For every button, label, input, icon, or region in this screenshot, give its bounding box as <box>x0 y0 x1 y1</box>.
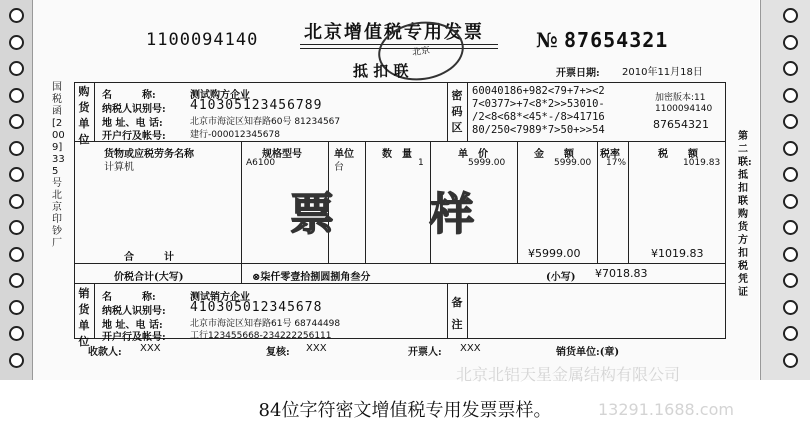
line-total-sep <box>241 263 242 283</box>
stamp-text: 北京 <box>411 45 431 59</box>
sprocket-hole <box>9 114 24 129</box>
sprocket-hole <box>783 353 798 368</box>
drawer-label: 开票人: <box>408 347 442 358</box>
cipher-text <box>472 85 605 137</box>
seller-bank-label: 开户行及帐号: <box>102 332 166 343</box>
cipher-version-number: 87654321 <box>653 118 709 131</box>
buyer-bank-label: 开户行及帐号: <box>102 131 166 142</box>
seller-taxid: 410305012345678 <box>190 300 323 315</box>
sprocket-hole <box>783 194 798 209</box>
issue-date-label: 开票日期: <box>556 68 600 79</box>
sprocket-hole <box>783 141 798 156</box>
line-cipher-label-sep <box>467 82 468 141</box>
total-small-label: (小写) <box>546 272 576 283</box>
right-margin-text: 第二联: 抵扣联 购货方扣税凭证 <box>738 131 752 298</box>
buyer-section-label: 购货单位 <box>78 85 90 146</box>
left-perforated-strip <box>0 0 33 380</box>
sprocket-hole <box>9 326 24 341</box>
buyer-address: 北京市海淀区知春路60号 81234567 <box>190 117 341 127</box>
site-watermark-2: 13291.1688.com <box>598 400 734 419</box>
cipher-line: 60040186+982<79+7+><2 <box>472 85 605 97</box>
remarks-label: 备注 <box>451 296 463 331</box>
cipher-line: 80/250<7989*7>50+>>54 <box>472 124 605 136</box>
drawer-value: XXX <box>460 343 481 354</box>
sprocket-hole <box>9 167 24 182</box>
reviewer-label: 复核: <box>266 347 290 358</box>
number-prefix: № <box>536 28 558 52</box>
line-remarks-left <box>447 283 448 339</box>
buyer-taxid: 410305123456789 <box>190 98 323 113</box>
sprocket-hole <box>783 326 798 341</box>
header-unit: 单位 <box>334 149 354 160</box>
subtotal-tax: ¥1019.83 <box>651 247 704 260</box>
item-price: 5999.00 <box>468 158 506 168</box>
copy-name: 抵 扣 联 <box>353 62 409 80</box>
sprocket-hole <box>783 247 798 262</box>
cipher-section-label: 密码区 <box>451 89 463 134</box>
item-amount: 5999.00 <box>554 158 592 168</box>
buyer-name-label: 名 称: <box>102 90 156 101</box>
site-watermark-1: 北京北铝天星金属结构有限公司 <box>456 365 681 384</box>
line-total-bottom <box>74 283 726 284</box>
header-price: 单 价 <box>458 149 488 160</box>
cipher-version-code: 1100094140 <box>655 104 713 114</box>
item-rate: 17% <box>606 158 627 168</box>
sprocket-hole <box>9 220 24 235</box>
buyer-address-label: 地 址、电 话: <box>102 118 163 129</box>
line-col-rate <box>597 141 598 263</box>
sprocket-hole <box>9 141 24 156</box>
cipher-line: 7<0377>+7<8*2>>53010- <box>472 98 605 110</box>
line-col-tax <box>628 141 629 263</box>
line-remarks-label-sep <box>467 283 468 339</box>
buyer-taxid-label: 纳税人识别号: <box>102 104 166 115</box>
line-buyer-label-sep <box>94 82 95 141</box>
header-spec: 规格型号 <box>262 149 302 160</box>
seller-address: 北京市海淀区知春路61号 68744498 <box>190 319 341 329</box>
payee-value: XXX <box>140 343 161 354</box>
sprocket-hole <box>9 35 24 50</box>
line-seller-label-sep <box>94 283 95 339</box>
header-rate: 税率 <box>600 149 620 160</box>
sprocket-hole <box>783 114 798 129</box>
sprocket-hole <box>9 273 24 288</box>
payee-label: 收款人: <box>88 347 122 358</box>
header-tax: 税 额 <box>658 149 698 160</box>
item-unit: 台 <box>334 162 344 173</box>
item-qty: 1 <box>418 158 424 168</box>
subtotal-amount: ¥5999.00 <box>528 247 581 260</box>
item-spec: A6100 <box>246 158 276 168</box>
seller-bank: 工行123455668-234222256111 <box>190 331 332 341</box>
buyer-bank: 建行-000012345678 <box>190 130 280 140</box>
invoice-title: 北京增值税专用发票 <box>304 22 484 43</box>
header-name: 货物或应税劳务名称 <box>104 149 194 160</box>
header-qty: 数 量 <box>382 149 412 160</box>
sprocket-hole <box>9 247 24 262</box>
total-label: 价税合计(大写) <box>114 272 184 283</box>
line-items-bottom <box>74 263 726 264</box>
issue-date: 2010年11月18日 <box>622 67 703 78</box>
watermark-char-1: 票 <box>290 189 338 240</box>
sprocket-hole <box>9 194 24 209</box>
line-col-amount <box>517 141 518 263</box>
subtotal-label: 合 计 <box>124 252 174 263</box>
seller-name-label: 名 称: <box>102 292 156 303</box>
watermark-char-2: 样 <box>430 189 478 240</box>
sprocket-hole <box>9 8 24 23</box>
sprocket-hole <box>783 35 798 50</box>
seller-address-label: 地 址、电 话: <box>102 320 163 331</box>
line-col-qty <box>365 141 366 263</box>
sprocket-hole <box>9 61 24 76</box>
sprocket-hole <box>9 353 24 368</box>
sprocket-hole <box>9 88 24 103</box>
left-margin-text: 国税函[2009]335号北京印钞厂 <box>52 82 65 249</box>
seller-section-label: 销货单位 <box>78 287 90 348</box>
sprocket-hole <box>783 167 798 182</box>
header-amount: 金 额 <box>534 149 574 160</box>
line-col-spec <box>241 141 242 263</box>
item-tax: 1019.83 <box>683 158 721 168</box>
item-name: 计算机 <box>104 162 134 173</box>
sprocket-hole <box>783 88 798 103</box>
sprocket-hole <box>783 273 798 288</box>
invoice-number: 87654321 <box>564 28 669 52</box>
sprocket-hole <box>783 220 798 235</box>
seller-seal-label: 销货单位:(章) <box>556 347 620 358</box>
sprocket-hole <box>9 300 24 315</box>
buyer-name: 测试购方企业 <box>190 90 250 101</box>
sprocket-hole <box>783 8 798 23</box>
cipher-version-label: 加密版本:11 <box>655 93 706 103</box>
total-words: ⊗柒仟零壹拾捌圆捌角叁分 <box>252 272 371 283</box>
invoice-code: 1100094140 <box>146 30 259 50</box>
reviewer-value: XXX <box>306 343 327 354</box>
line-cipher-left <box>447 82 448 141</box>
total-small-value: ¥7018.83 <box>595 267 648 280</box>
right-perforated-strip <box>760 0 810 380</box>
cipher-line: /2<8<68*<45*-/8>41716 <box>472 111 605 123</box>
seller-name: 测试销方企业 <box>190 292 250 303</box>
seller-taxid-label: 纳税人识别号: <box>102 306 166 317</box>
caption: 84位字符密文增值税专用发票票样。 <box>258 400 552 421</box>
sprocket-hole <box>783 61 798 76</box>
sprocket-hole <box>783 300 798 315</box>
